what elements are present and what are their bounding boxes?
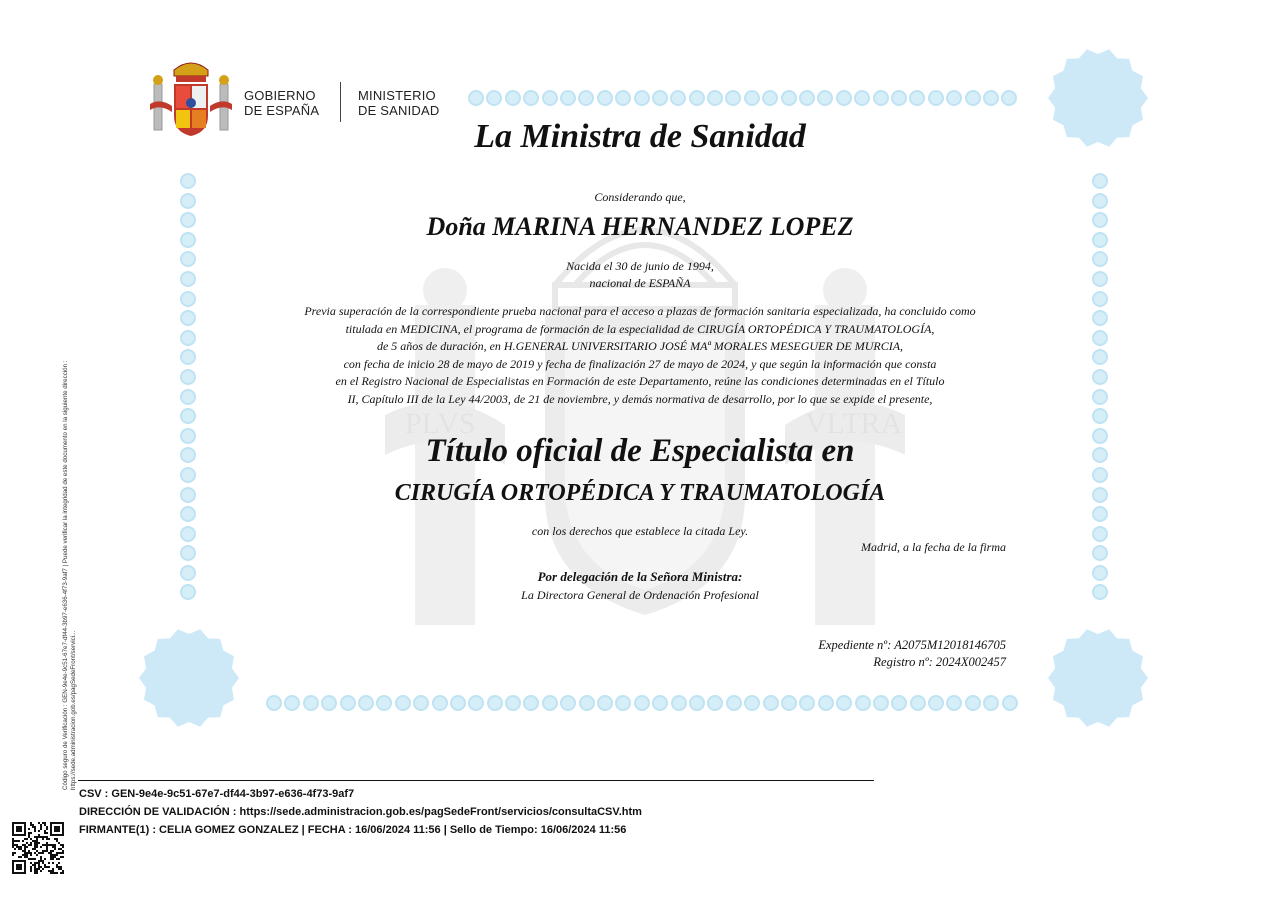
rosette-shape: [139, 629, 239, 726]
border-bead: [597, 695, 613, 711]
place-date: Madrid, a la fecha de la firma: [861, 540, 1006, 554]
border-bead: [652, 90, 668, 106]
border-bead: [395, 695, 411, 711]
border-bead: [744, 90, 760, 106]
border-bead: [928, 695, 944, 711]
border-bead: [836, 695, 852, 711]
border-bead: [634, 90, 650, 106]
border-bead: [358, 695, 374, 711]
body-line: II, Capítulo III de la Ley 44/2003, de 21 de noviembre, y demás normativa de desarrollo, por lo que se expide el presente,: [347, 391, 933, 406]
border-bead: [707, 695, 723, 711]
nationality: nacional de ESPAÑA: [589, 276, 691, 290]
border-bead: [928, 90, 944, 106]
border-bead: [1092, 173, 1108, 189]
top-bead-border: [468, 90, 1020, 106]
watermark-motto-right: VLTRA: [805, 407, 903, 440]
certificate-body-text: [0, 303, 1280, 409]
rosette-bottom-right: [1046, 626, 1150, 730]
border-bead: [468, 90, 484, 106]
border-bead: [671, 695, 687, 711]
border-bead: [1002, 695, 1018, 711]
holder-name: Doña MARINA HERNANDEZ LOPEZ: [426, 212, 854, 241]
border-bead: [180, 545, 196, 561]
border-bead: [725, 90, 741, 106]
side-text-line-1: Código seguro de Verificación : GEN-9e4e-9c51-67e7-df44-3b97-e636-4f73-9af7 | Puede verificar la integridad de este documento en la siguiente dirección :: [62, 360, 69, 790]
border-bead: [1001, 90, 1017, 106]
border-bead: [726, 695, 742, 711]
rosette-bottom-left: [137, 626, 241, 730]
border-bead: [909, 90, 925, 106]
border-bead: [523, 695, 539, 711]
border-bead: [946, 695, 962, 711]
birth-info: [0, 258, 1280, 292]
birth-date: Nacida el 30 de junio de 1994,: [566, 259, 714, 273]
border-bead: [836, 90, 852, 106]
ministry-line-1: MINISTERIO: [358, 88, 436, 103]
ministry-line-2: DE SANIDAD: [358, 103, 440, 118]
watermark-motto-left: PLVS: [405, 407, 476, 440]
gov-line-2: DE ESPAÑA: [244, 103, 320, 118]
border-bead: [965, 695, 981, 711]
border-bead: [560, 90, 576, 106]
side-text-line-2: https://sede.administracion.gob.es/pagSedeFront/servici...: [70, 630, 77, 790]
border-bead: [180, 506, 196, 522]
border-bead: [799, 90, 815, 106]
border-bead: [340, 695, 356, 711]
border-bead: [652, 695, 668, 711]
border-bead: [542, 695, 558, 711]
border-bead: [891, 90, 907, 106]
border-bead: [817, 90, 833, 106]
verification-side-text: [62, 361, 78, 791]
border-bead: [762, 90, 778, 106]
footer-divider: [78, 780, 874, 781]
border-bead: [579, 695, 595, 711]
border-bead: [321, 695, 337, 711]
signer-info: FIRMANTE(1) : CELIA GOMEZ GONZALEZ | FECHA : 16/06/2024 11:56 | Sello de Tiempo: 16/06/2024 11:56: [79, 824, 627, 836]
border-bead: [578, 90, 594, 106]
body-line: con fecha de inicio 28 de mayo de 2019 y fecha de finalización 27 de mayo de 2024, y que según la información que consta: [343, 356, 937, 371]
body-line: titulada en MEDICINA, el programa de formación de la especialidad de CIRUGÍA ORTOPÉDICA Y TRAUMATOLOGÍA,: [345, 321, 935, 336]
gov-line-1: GOBIERNO: [244, 88, 316, 103]
qr-code: [12, 822, 64, 874]
border-bead: [450, 695, 466, 711]
border-bead: [303, 695, 319, 711]
border-bead: [707, 90, 723, 106]
border-bead: [284, 695, 300, 711]
delegation-text: Por delegación de la Señora Ministra:: [537, 569, 743, 584]
considering-text: Considerando que,: [594, 190, 686, 204]
border-bead: [505, 90, 521, 106]
border-bead: [615, 695, 631, 711]
border-bead: [854, 90, 870, 106]
border-bead: [1092, 506, 1108, 522]
body-line: de 5 años de duración, en H.GENERAL UNIVERSITARIO JOSÉ MAª MORALES MESEGUER DE MURCIA,: [376, 339, 904, 354]
border-bead: [634, 695, 650, 711]
border-bead: [180, 173, 196, 189]
border-bead: [1092, 408, 1108, 424]
rights-text: con los derechos que establece la citada Ley.: [531, 524, 749, 538]
border-bead: [891, 695, 907, 711]
border-bead: [781, 90, 797, 106]
border-bead: [523, 90, 539, 106]
government-label: [244, 88, 319, 118]
registro-number: Registro nº: 2024X002457: [873, 655, 1006, 669]
border-bead: [615, 90, 631, 106]
expediente-number: Expediente nº: A2075M12018146705: [818, 638, 1006, 652]
border-bead: [468, 695, 484, 711]
border-bead: [597, 90, 613, 106]
border-bead: [266, 695, 282, 711]
border-bead: [818, 695, 834, 711]
certificate-heading: La Ministra de Sanidad: [474, 118, 806, 155]
border-bead: [965, 90, 981, 106]
border-bead: [542, 90, 558, 106]
body-line: en el Registro Nacional de Especialistas en Formación de este Departamento, reúne las condiciones determinadas en el Título: [335, 374, 945, 389]
header-divider: [340, 82, 341, 122]
border-bead: [855, 695, 871, 711]
border-bead: [799, 695, 815, 711]
ministry-label: [358, 88, 439, 118]
rosette-shape: [1048, 629, 1148, 726]
border-bead: [413, 695, 429, 711]
border-bead: [432, 695, 448, 711]
border-bead: [1092, 545, 1108, 561]
border-bead: [487, 695, 503, 711]
border-bead: [505, 695, 521, 711]
border-bead: [744, 695, 760, 711]
border-bead: [983, 90, 999, 106]
border-bead: [376, 695, 392, 711]
validation-address: DIRECCIÓN DE VALIDACIÓN : https://sede.administracion.gob.es/pagSedeFront/servicios/consultaCSV.htm: [79, 806, 642, 818]
border-bead: [946, 90, 962, 106]
border-bead: [689, 90, 705, 106]
title-heading: Título oficial de Especialista en: [425, 433, 855, 469]
director-title: La Directora General de Ordenación Profesional: [521, 588, 759, 602]
border-bead: [781, 695, 797, 711]
border-bead: [486, 90, 502, 106]
border-bead: [560, 695, 576, 711]
border-bead: [670, 90, 686, 106]
border-bead: [180, 408, 196, 424]
border-bead: [910, 695, 926, 711]
specialty-name: CIRUGÍA ORTOPÉDICA Y TRAUMATOLOGÍA: [394, 480, 886, 506]
bottom-bead-border: [266, 695, 1020, 711]
border-bead: [873, 695, 889, 711]
border-bead: [983, 695, 999, 711]
border-bead: [689, 695, 705, 711]
border-bead: [873, 90, 889, 106]
border-bead: [763, 695, 779, 711]
csv-code: CSV : GEN-9e4e-9c51-67e7-df44-3b97-e636-4f73-9af7: [79, 788, 355, 800]
body-line: Previa superación de la correspondiente prueba nacional para el acceso a plazas de formación sanitaria especializada, ha concluido como: [304, 304, 976, 318]
